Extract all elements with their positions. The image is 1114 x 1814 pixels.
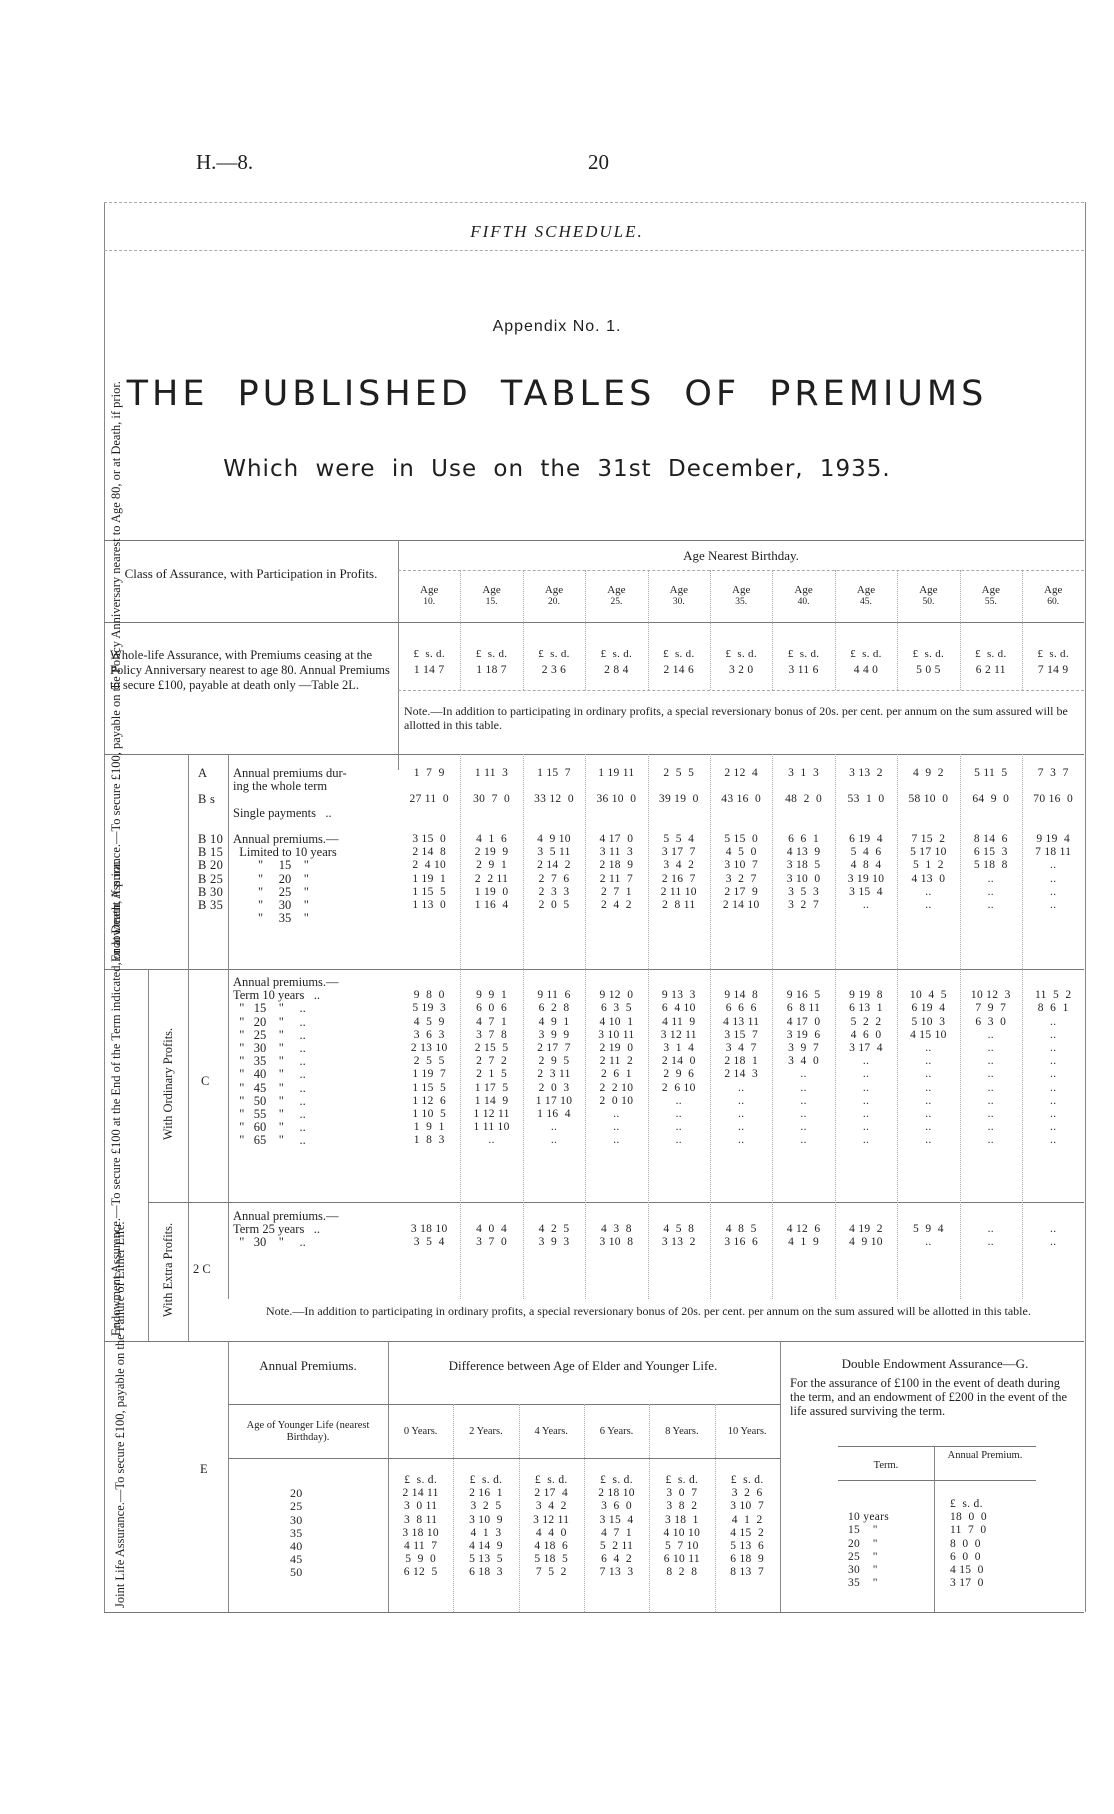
age-value: 40. <box>797 597 810 607</box>
joint-life-column: £ s. d. 2 17 4 3 4 2 3 12 11 4 4 0 4 18 6 5 18 5 7 5 2 <box>533 1474 570 1579</box>
age-word: Age <box>1044 584 1063 596</box>
age-word: Age <box>794 584 813 596</box>
endowment-term-column: 10 12 3 7 9 7 6 3 0 .. .. .. .. .. .. .. .. .. <box>970 989 1011 1147</box>
lsd-label: £ s. d. <box>912 648 945 660</box>
page-title: THE PUBLISHED TABLES OF PREMIUMS <box>126 374 988 414</box>
appendix-label: Appendix No. 1. <box>492 318 622 335</box>
endowment-death-column: 1 19 11 36 10 0 4 17 0 3 11 3 2 18 9 2 11 7 2 7 1 2 4 2 <box>596 767 637 912</box>
age-value: 30. <box>672 597 685 607</box>
younger-age-header: Age of Younger Life (nearest Birthday). <box>246 1420 370 1443</box>
column-divider <box>523 570 524 622</box>
age-value: 15. <box>485 597 498 607</box>
code-2c: 2 C <box>193 1262 211 1276</box>
age-column-header <box>835 584 897 608</box>
endowment-term-side-label: Endowment Assurance.—To secure £100 at the End of the Term indicated, or at Death, if prior. <box>109 859 123 1336</box>
double-endowment-description: For the assurance of £100 in the event of death during the term, and an endowment of £200 in the event of the life assured surviving the term. <box>790 1376 1068 1418</box>
endowment-term-column: 9 11 6 6 2 8 4 9 1 3 9 9 2 17 7 2 9 5 2 3 11 2 0 3 1 17 10 1 16 4 .. .. <box>535 989 573 1147</box>
age-value: 20. <box>548 597 560 607</box>
lsd-label: £ s. d. <box>600 648 633 660</box>
age-column-header <box>398 584 460 608</box>
joint-life-column: £ s. d. 3 0 7 3 8 2 3 18 1 4 10 10 5 7 10 6 10 11 8 2 8 <box>663 1474 701 1579</box>
page-subtitle: Which were in Use on the 31st December, 1935. <box>223 456 891 482</box>
column-divider <box>648 570 649 622</box>
code-e: E <box>200 1462 208 1476</box>
age-value: 35. <box>735 597 748 607</box>
age-column-header <box>585 584 647 608</box>
term-header: Term. <box>873 1460 899 1471</box>
age-word: Age <box>981 584 1000 596</box>
whole-life-premium: 1 18 7 <box>476 664 507 676</box>
extra-profits-column: .. .. <box>987 1223 994 1249</box>
code-c: C <box>201 1074 210 1088</box>
year-header: 2 Years. <box>469 1426 503 1437</box>
schedule-title: FIFTH SCHEDULE. <box>470 222 644 241</box>
endowment-term-column: 9 19 8 6 13 1 5 2 2 4 6 0 3 17 4 .. .. .. .. .. .. .. <box>849 989 883 1147</box>
whole-life-premium: 4 4 0 <box>853 664 879 676</box>
column-divider <box>960 570 961 622</box>
extra-labels: Annual premiums.— Term 25 years .. " 30 " .. <box>233 1209 339 1250</box>
age-column-header <box>523 584 585 608</box>
age-word: Age <box>669 584 688 596</box>
double-endowment-terms: 10 years 15 " 20 " 25 " 30 " 35 " <box>848 1511 890 1590</box>
age-column-header <box>960 584 1022 608</box>
joint-life-side-label: Joint Life Assurance.—To secure £100, payable on the Failure of Either Life. <box>113 1221 127 1608</box>
premium-header: Annual Premium. <box>947 1450 1023 1461</box>
whole-life-premium: 1 14 7 <box>413 664 445 676</box>
age-column-header <box>710 584 772 608</box>
whole-life-premium: 7 14 9 <box>1037 664 1069 676</box>
class-header: Class of Assurance, with Participation in Profits. <box>124 566 378 581</box>
column-divider <box>897 570 898 622</box>
header-left: H.—8. <box>196 150 254 174</box>
extra-profits-column: 4 3 8 3 10 8 <box>599 1223 634 1249</box>
age-word: Age <box>856 584 876 596</box>
lsd-label: £ s. d. <box>850 648 882 660</box>
whole-life-premium: 3 11 6 <box>788 664 819 676</box>
age-header: Age Nearest Birthday. <box>683 548 799 563</box>
column-divider <box>710 570 711 622</box>
endowment-death-column: 5 11 5 64 9 0 8 14 6 6 15 3 5 18 8 .. .. .. <box>972 767 1010 912</box>
endowment-term-column: 9 16 5 6 8 11 4 17 0 3 19 6 3 9 7 3 4 0 .. .. .. .. .. .. <box>786 989 821 1147</box>
ordinary-profits-label: With Ordinary Profits. <box>161 1027 175 1141</box>
extra-profits-column: 4 12 6 4 1 9 <box>786 1223 821 1249</box>
endowment-term-column: 9 8 0 5 19 3 4 5 9 3 6 3 2 13 10 2 5 5 1 19 7 1 15 5 1 12 6 1 10 5 1 9 1 1 8 3 <box>410 989 448 1147</box>
joint-life-column: £ s. d. 2 16 1 3 2 5 3 10 9 4 1 3 4 14 9 5 13 5 6 18 3 <box>469 1474 503 1579</box>
endowment-term-column: 9 12 0 6 3 5 4 10 1 3 10 11 2 19 0 2 11 2 2 6 1 2 2 10 2 0 10 .. .. .. <box>598 989 635 1147</box>
endowment-death-column: 3 1 3 48 2 0 6 6 1 4 13 9 3 18 5 3 10 0 3 5 3 3 2 7 <box>785 767 823 912</box>
whole-life-description: Whole-life Assurance, with Premiums ceasing at the Policy Anniversary nearest to age 80. Annual Premiums to secure £100, payable at death only —Table 2L. <box>110 648 390 692</box>
year-header: 10 Years. <box>727 1426 767 1437</box>
page-number: 20 <box>588 150 609 174</box>
extra-profits-column: 5 9 4 .. <box>912 1223 944 1249</box>
endowment-death-side-label: Endowment Assurance.—To secure £100, payable on the Policy Anniversary nearest to Age 80, or at Death, if prior. <box>109 381 123 962</box>
extra-profits-column: .. .. <box>1050 1223 1057 1249</box>
endowment-death-labels: Annual premiums dur- ing the whole term Single payments .. Annual premiums.— Limited to 10 years " 15 " " 20 " " 25 " " 30 " " 35 " <box>233 766 347 926</box>
age-word: Age <box>732 584 751 596</box>
whole-life-note: Note.—In addition to participating in ordinary profits, a special reversionary bonus of 20s. per cent. per annum on the sum assured will be allotted in this table. <box>404 704 1068 732</box>
age-value: 10. <box>423 597 436 607</box>
age-column-header <box>648 584 710 608</box>
whole-life-premium: 2 3 6 <box>541 664 567 676</box>
lsd-label: £ s. d. <box>1037 648 1069 660</box>
extra-profits-column: 4 5 8 3 13 2 <box>661 1223 696 1249</box>
endowment-term-column: 9 9 1 6 0 6 4 7 1 3 7 8 2 15 5 2 7 2 2 1 5 1 17 5 1 14 9 1 12 11 1 11 10 .. <box>473 989 510 1147</box>
endowment-term-column: 11 5 2 8 6 1 .. .. .. .. .. .. .. .. .. .. <box>1034 989 1072 1147</box>
endowment-death-column: 7 3 7 70 16 0 9 19 4 7 18 11 .. .. .. .. <box>1033 767 1074 912</box>
year-header: 0 Years. <box>403 1426 438 1437</box>
joint-life-column: £ s. d. 2 14 11 3 0 11 3 8 11 3 18 10 4 11 7 5 9 0 6 12 5 <box>402 1474 439 1579</box>
age-word: Age <box>919 584 938 596</box>
endowment-term-labels: Annual premiums.— Term 10 years .. " 15 " .. " 20 " .. " 25 " .. " 30 " .. " 35 " .. " 40 " .. " 45 " .. " 50 " .. " 55 " .. " 60 " .. " 65 " .. <box>233 975 339 1148</box>
column-divider <box>772 570 773 622</box>
endowment-death-column: 4 9 2 58 10 0 7 15 2 5 17 10 5 1 2 4 13 0 .. .. <box>908 767 949 912</box>
age-word: Age <box>482 584 501 596</box>
endowment-death-column: 2 5 5 39 19 0 5 5 4 3 17 7 3 4 2 2 16 7 2 11 10 2 8 11 <box>658 767 699 912</box>
age-word: Age <box>607 584 626 596</box>
endowment-term-column: 9 13 3 6 4 10 4 11 9 3 12 11 3 1 4 2 14 0 2 9 6 2 6 10 .. .. .. .. <box>660 989 697 1147</box>
year-header: 4 Years. <box>534 1426 569 1437</box>
whole-life-premium: 2 14 6 <box>663 664 695 676</box>
age-word: Age <box>420 584 439 596</box>
endowment-death-column: 1 7 9 27 11 0 3 15 0 2 14 8 2 4 10 1 19 1 1 15 5 1 13 0 <box>409 767 449 912</box>
endowment-death-codes: A B s B 10 B 15 B 20 B 25 B 30 B 35 <box>198 766 224 913</box>
column-divider <box>835 570 836 622</box>
column-divider <box>585 570 586 622</box>
extra-profits-column: 4 8 5 3 16 6 <box>724 1223 759 1249</box>
extra-profits-column: 3 18 10 3 5 4 <box>410 1223 448 1249</box>
annual-premiums-header: Annual Premiums. <box>259 1358 357 1373</box>
double-endowment-premiums: £ s. d. 18 0 0 11 7 0 8 0 0 6 0 0 4 15 0 3 17 0 <box>950 1498 987 1590</box>
age-value: 50. <box>922 597 935 607</box>
endowment-term-column: 9 14 8 6 6 6 4 13 11 3 15 7 3 4 7 2 18 1 2 14 3 .. .. .. .. .. <box>723 989 760 1147</box>
double-endowment-title: Double Endowment Assurance—G. <box>841 1356 1029 1371</box>
lsd-label: £ s. d. <box>975 648 1007 660</box>
age-value: 60. <box>1047 597 1060 607</box>
lsd-label: £ s. d. <box>663 648 695 660</box>
whole-life-premium: 5 0 5 <box>916 664 941 676</box>
lsd-label: £ s. d. <box>538 648 570 660</box>
lsd-label: £ s. d. <box>725 648 757 660</box>
whole-life-premium: 6 2 11 <box>975 664 1006 676</box>
endowment-death-column: 1 15 7 33 12 0 4 9 10 3 5 11 2 14 2 2 7 6 2 3 3 2 0 5 <box>534 767 574 912</box>
age-column-header <box>772 584 834 608</box>
extra-profits-column: 4 19 2 4 9 10 <box>849 1223 883 1249</box>
whole-life-premium: 3 2 0 <box>728 664 754 676</box>
year-header: 8 Years. <box>665 1426 699 1437</box>
column-divider <box>460 570 461 622</box>
endowment-term-note: Note.—In addition to participating in ordinary profits, a special reversionary bonus of 20s. per cent. per annum on the sum assured will be allotted in this table. <box>266 1304 1031 1318</box>
age-column-header <box>460 584 522 608</box>
joint-life-column: £ s. d. 3 2 6 3 10 7 4 1 2 4 15 2 5 13 6 6 18 9 8 13 7 <box>730 1474 765 1579</box>
lsd-label: £ s. d. <box>787 648 820 660</box>
age-column-header <box>897 584 959 608</box>
endowment-death-column: 1 11 3 30 7 0 4 1 6 2 19 9 2 9 1 2 2 11 1 19 0 1 16 4 <box>473 767 511 912</box>
age-column-header <box>1022 584 1084 608</box>
younger-ages: 20 25 30 35 40 45 50 <box>290 1486 303 1580</box>
extra-profits-label: With Extra Profits. <box>161 1222 175 1318</box>
age-value: 55. <box>984 597 997 607</box>
lsd-label: £ s. d. <box>413 648 445 660</box>
lsd-label: £ s. d. <box>475 648 508 660</box>
whole-life-premium: 2 8 4 <box>604 664 629 676</box>
age-value: 45. <box>860 597 872 607</box>
age-word: Age <box>544 584 564 596</box>
endowment-term-column: 10 4 5 6 19 4 5 10 3 4 15 10 .. .. .. .. .. .. .. .. <box>909 989 947 1147</box>
age-value: 25. <box>610 597 623 607</box>
year-header: 6 Years. <box>599 1426 634 1437</box>
difference-header: Difference between Age of Elder and Younger Life. <box>448 1358 718 1373</box>
endowment-death-column: 2 12 4 43 16 0 5 15 0 4 5 0 3 10 7 3 2 7 2 17 9 2 14 10 <box>721 767 762 912</box>
joint-life-column: £ s. d. 2 18 10 3 6 0 3 15 4 4 7 1 5 2 11 6 4 2 7 13 3 <box>598 1474 635 1579</box>
extra-profits-column: 4 2 5 3 9 3 <box>538 1223 570 1249</box>
extra-profits-column: 4 0 4 3 7 0 <box>476 1223 508 1249</box>
column-divider <box>1022 570 1023 622</box>
endowment-death-column: 3 13 2 53 1 0 6 19 4 5 4 6 4 8 4 3 19 10 3 15 4 .. <box>847 767 885 912</box>
